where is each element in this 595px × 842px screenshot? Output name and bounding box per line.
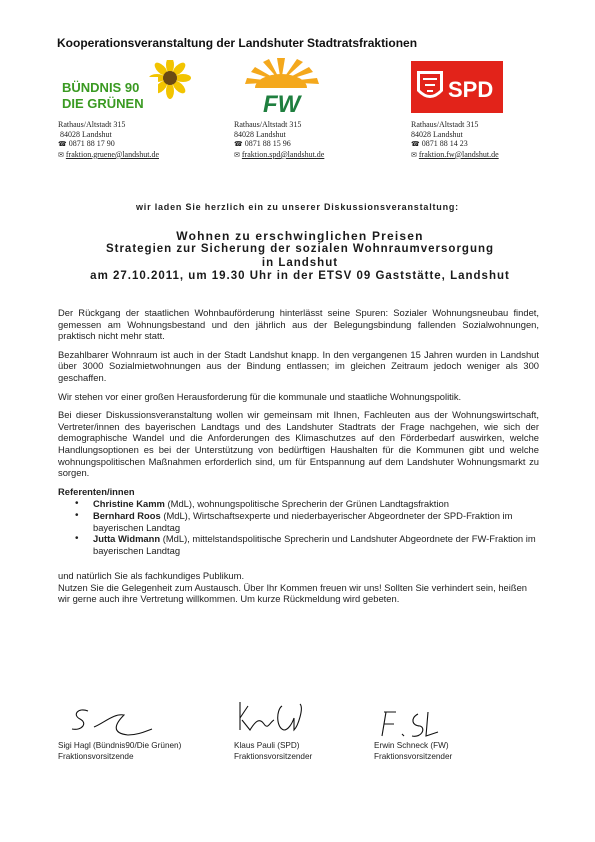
signer-name: Erwin Schneck (FW) — [374, 741, 449, 750]
bullet-icon: • — [75, 498, 79, 510]
signer-role: Fraktionsvorsitzender — [374, 751, 453, 761]
list-item — [58, 510, 539, 533]
list-item — [58, 498, 539, 510]
bullet-icon: • — [75, 533, 79, 545]
bullet-icon: • — [75, 509, 79, 521]
list-item — [58, 533, 539, 556]
address-city: 84028 Landshut — [60, 129, 112, 139]
fw-logo — [233, 54, 329, 118]
paragraph: Bezahlbarer Wohnraum ist auch in der Stadt Landshut knapp. In den vergangenen 15 Jahren wurden in Landshut über 3000 Sozialmietwohnungen aus der Bindung entlassen; im gleichen Zeitraum jedoch weniger als 300 geschaffen. — [58, 348, 539, 383]
gruene-logo-line2: DIE GRÜNEN — [62, 96, 144, 111]
address-street: Rathaus/Altstadt 315 — [234, 120, 302, 129]
address-email-link[interactable]: fraktion.fw@landshut.de — [418, 149, 499, 159]
address-city: 84028 Landshut — [411, 129, 463, 139]
handwritten-signature — [58, 705, 158, 741]
referent-details: (MdL), wohnungspolitische Sprecherin der Grünen Landtagsfraktion — [167, 498, 449, 510]
closing-line-2: Nutzen Sie die Gelegenheit zum Austausch. Über Ihr Kommen freuen wir uns! Sollten Sie verhindert sein, heißen wir gerne auch ihre Vertretung willkommen. Um kurze Rückmeldung wird gebeten. — [58, 581, 527, 605]
address-phone: 0871 88 17 90 — [68, 139, 115, 149]
signer-role: Fraktionsvorsitzende — [58, 751, 134, 761]
invitation-line: wir laden Sie herzlich ein zu unserer Diskussionsveranstaltung: — [136, 202, 459, 212]
event-title-block — [30, 229, 570, 284]
event-title: Wohnen zu erschwinglichen Preisen — [176, 229, 424, 243]
paragraph: Der Rückgang der staatlichen Wohnbauförderung hinterlässt seine Spuren: Sozialer Wohnungsneubau findet, gemessen am Wohnungsbestand und den jährlich aus der Belegungsbindung fallenden Sozialwohnungen, praktisch nicht mehr statt. — [58, 307, 539, 342]
phone-icon: ☎ — [58, 140, 67, 149]
referent-details: (MdL), mittelstandspolitische Sprecherin und Landshuter Abgeordnete der FW-Fraktion im bayerischen Landtag — [93, 533, 536, 556]
gruene-logo — [58, 60, 208, 116]
signer-name: Sigi Hagl (Bündnis90/Die Grünen) — [58, 741, 182, 750]
signer-name: Klaus Pauli (SPD) — [234, 741, 300, 750]
address-block-gruene — [58, 120, 159, 160]
address-phone: 0871 88 14 23 — [421, 139, 468, 149]
phone-icon: ☎ — [411, 140, 420, 149]
phone-icon: ☎ — [234, 140, 243, 149]
address-street: Rathaus/Altstadt 315 — [411, 120, 479, 129]
address-city: 84028 Landshut — [234, 129, 286, 139]
signature-block-pauli — [234, 700, 314, 762]
event-location: in Landshut — [261, 256, 339, 269]
closing-line-1: und natürlich Sie als fachkundiges Publikum. — [58, 570, 245, 582]
address-email-link[interactable]: fraktion.gruene@landshut.de — [65, 149, 159, 159]
mail-icon: ✉ — [234, 150, 240, 159]
event-datetime: am 27.10.2011, um 19.30 Uhr in der ETSV 09 Gaststätte, Landshut — [90, 270, 510, 282]
event-subtitle: Strategien zur Sicherung der sozialen Wohnraumversorgung — [105, 243, 495, 255]
referents-heading: Referenten/innen — [58, 485, 135, 497]
body-text — [58, 307, 539, 605]
address-email-link[interactable]: fraktion.spd@landshut.de — [241, 149, 325, 159]
signer-role: Fraktionsvorsitzender — [234, 751, 313, 761]
referents-list — [58, 498, 539, 556]
page-header-title: Kooperationsveranstaltung der Landshuter Stadtratsfraktionen — [57, 36, 418, 50]
address-block-fw — [234, 120, 324, 160]
mail-icon: ✉ — [58, 150, 64, 159]
address-street: Rathaus/Altstadt 315 — [58, 120, 126, 129]
spd-logo — [411, 61, 503, 113]
paragraph: Bei dieser Diskussionsveranstaltung wollen wir gemeinsam mit Ihnen, Fachleuten aus der Wohnungswirtschaft, Vertreter/innen des bayerischen Landtags und des Landshuter Stadtrats der Frage nachgehen, wie sich der demographische Wandel und die Anforderungen des Klimaschutzes auf den Förderbedarf auswirken, welche Handlungsoptionen es bei der Unterstützung von bedürftigen Haushalten für die Kommunen gibt und welche wohnungspolitischen Maßnahmen erforderlich sind, um für Entspannung auf dem Landshuter Wohnungsmarkt zu sorgen. — [58, 409, 539, 479]
address-phone: 0871 88 15 96 — [244, 139, 291, 149]
signature-block-hagl — [58, 705, 181, 762]
fw-logo-text: FW — [263, 91, 301, 118]
referent-name: Bernhard Roos — [93, 509, 161, 521]
paragraph: Wir stehen vor einer großen Herausforderung für die kommunale und staatliche Wohnungspolitik. — [58, 390, 462, 402]
referent-name: Christine Kamm — [93, 498, 165, 510]
gruene-logo-line1: BÜNDNIS 90 — [62, 80, 140, 95]
address-block-spd — [411, 120, 499, 160]
spd-logo-text: SPD — [448, 77, 494, 102]
referent-details: (MdL), Wirtschaftsexperte und niederbayerischer Abgeordneter der SPD-Fraktion im bayerischen Landtag — [93, 509, 513, 533]
mail-icon: ✉ — [411, 150, 417, 159]
closing-text — [58, 570, 539, 605]
referent-name: Jutta Widmann — [93, 533, 161, 545]
signature-block-schneck — [374, 708, 454, 762]
handwritten-signature — [374, 708, 454, 741]
handwritten-signature — [234, 700, 314, 741]
